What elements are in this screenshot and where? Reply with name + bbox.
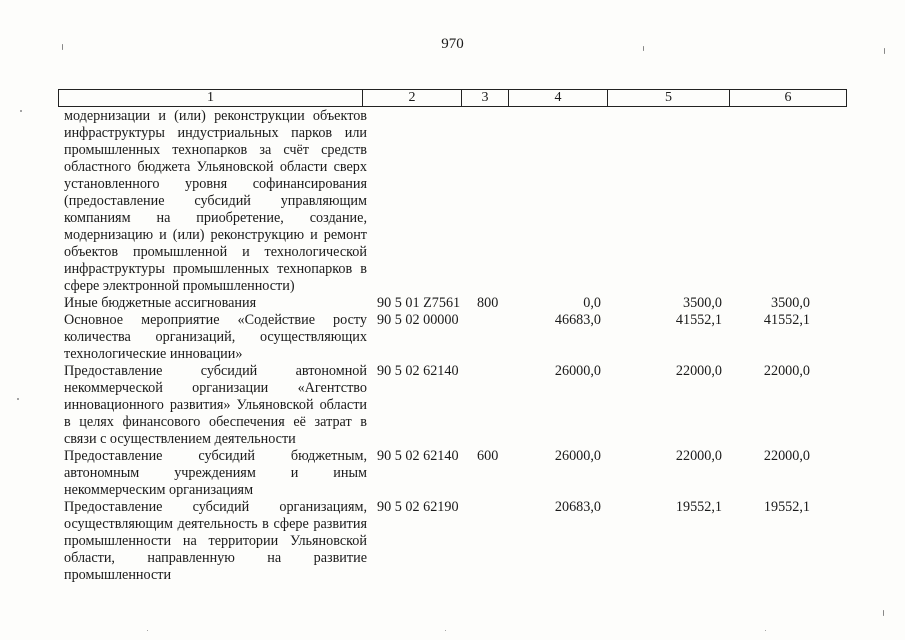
scan-speck [765, 630, 766, 631]
table-row [58, 448, 815, 499]
row-value-col6: 19552,1 [763, 499, 810, 515]
row-vr [475, 363, 523, 448]
scan-speck [62, 44, 63, 50]
row-value-col5 [604, 108, 724, 295]
row-vr [475, 108, 523, 295]
row-code: 90 5 02 62190 [377, 499, 459, 515]
row-name: Иные бюджетные ассигнования [64, 295, 257, 311]
row-value-col4: 46683,0 [554, 312, 601, 328]
table-row [58, 295, 815, 312]
budget-table [58, 108, 815, 584]
row-value-col5: 19552,1 [675, 499, 722, 515]
row-value-col4: 0,0 [583, 295, 601, 311]
header-col-5: 5 [608, 90, 730, 107]
table-row [58, 312, 815, 363]
row-vr [475, 499, 523, 584]
header-col-6: 6 [730, 90, 847, 107]
row-value-col5: 3500,0 [682, 295, 722, 311]
scan-speck [643, 46, 644, 51]
row-code: 90 5 01 Z7561 [377, 295, 461, 311]
page-number: 970 [441, 36, 464, 52]
scan-speck [883, 610, 884, 616]
row-name: Предоставление субсидий бюджетным, автономным учреждениям и иным некоммерческим организациям [64, 448, 367, 498]
row-value-col6: 41552,1 [763, 312, 810, 328]
row-name: Основное мероприятие «Содействие росту количества организаций, осуществляющих технологические инновации» [64, 312, 367, 362]
row-value-col5: 22000,0 [675, 448, 722, 464]
row-value-col6 [724, 108, 815, 295]
row-value-col4: 26000,0 [554, 448, 601, 464]
row-value-col6: 22000,0 [763, 448, 810, 464]
row-value-col6: 3500,0 [770, 295, 810, 311]
scan-speck [17, 398, 19, 400]
table-row [58, 499, 815, 584]
row-vr: 600 [477, 448, 499, 464]
header-col-2: 2 [363, 90, 462, 107]
row-code [371, 108, 475, 295]
table-row [58, 363, 815, 448]
row-code: 90 5 02 62140 [377, 448, 459, 464]
table-row [58, 108, 815, 295]
header-col-4: 4 [509, 90, 608, 107]
row-value-col4: 20683,0 [554, 499, 601, 515]
row-name: Предоставление субсидий автономной некоммерческой организации «Агентство инновационного развития» Ульяновской области в целях финансового обеспечения её затрат в связи с осуществлением деятельности [64, 363, 367, 447]
row-value-col4 [523, 108, 604, 295]
row-code: 90 5 02 00000 [377, 312, 459, 328]
header-row [59, 90, 847, 107]
row-value-col6: 22000,0 [763, 363, 810, 379]
scan-speck [147, 630, 148, 631]
table-header [58, 89, 847, 107]
scan-speck [884, 48, 885, 54]
row-value-col4: 26000,0 [554, 363, 601, 379]
scan-speck [20, 110, 22, 112]
row-code: 90 5 02 62140 [377, 363, 459, 379]
row-name: модернизации и (или) реконструкции объектов инфраструктуры индустриальных парков или промышленных технопарков за счёт средств областного бюджета Ульяновской области сверх установленного уровня софинансирования (предоставление субсидий управляющим компаниям на приобретение, создание, модернизацию и (или) реконструкцию и ремонт объектов промышленной и технологической инфраструктуры промышленных технопарков в сфере электронной промышленности) [64, 108, 367, 294]
header-col-1: 1 [59, 90, 363, 107]
row-name: Предоставление субсидий организациям, осуществляющим деятельность в сфере развития промышленности на территории Ульяновской области, направленную на развитие промышленности [64, 499, 367, 583]
row-value-col5: 22000,0 [675, 363, 722, 379]
row-vr [475, 312, 523, 363]
header-col-3: 3 [462, 90, 509, 107]
row-value-col5: 41552,1 [675, 312, 722, 328]
scan-speck [445, 630, 446, 631]
row-vr: 800 [477, 295, 499, 311]
